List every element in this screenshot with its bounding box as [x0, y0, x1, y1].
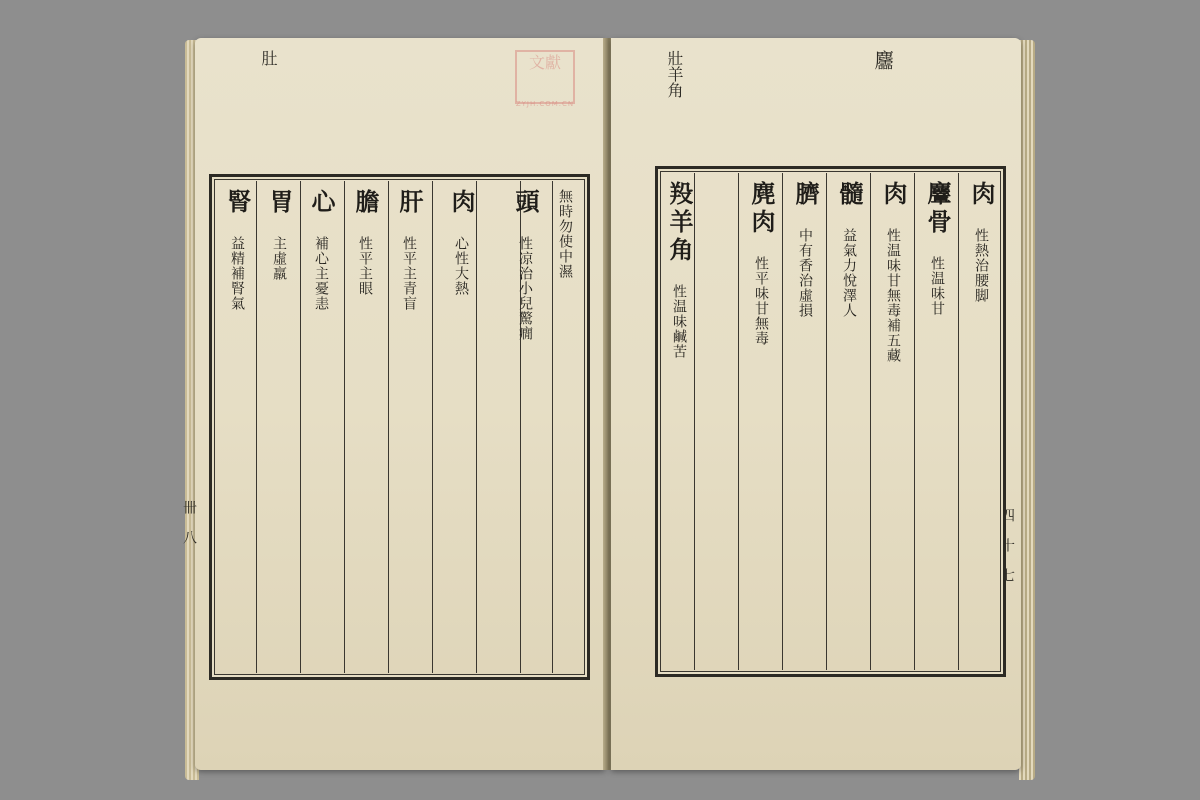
library-stamp-caption: ZYJH.COM.CN — [515, 100, 575, 108]
entry-heading: 髓 — [835, 181, 864, 209]
left-entry-4 — [392, 189, 427, 669]
entry-note: 性温味鹹苦 — [671, 284, 687, 359]
entry-note: 性温味甘無毒補五藏 — [885, 228, 901, 363]
entry-heading: 麂肉 — [747, 181, 776, 237]
entry-heading: 麞骨 — [923, 181, 952, 237]
left-fold-mark: 卌 八 — [181, 500, 197, 544]
entry-note: 性平味甘無毒 — [753, 256, 769, 346]
left-entry-1 — [508, 189, 543, 669]
entry-note: 補心主憂恚 — [313, 236, 329, 311]
left-entry-2 — [556, 189, 575, 669]
entry-heading: 肉 — [879, 181, 908, 209]
entry-heading: 肝 — [395, 189, 424, 217]
right-entry-6 — [744, 181, 779, 666]
entry-heading: 臍 — [791, 181, 820, 209]
right-entry-4 — [832, 181, 867, 666]
entry-heading: 胃 — [265, 189, 294, 217]
entry-note: 性熱治腰脚 — [973, 228, 989, 303]
right-entry-1 — [964, 181, 999, 666]
entry-heading: 頭 — [511, 189, 540, 217]
left-entry-6 — [304, 189, 339, 669]
left-text-frame — [209, 174, 590, 680]
left-entry-5 — [348, 189, 383, 669]
entry-note: 性凉治小兒驚癇 — [517, 236, 533, 341]
right-entry-2 — [920, 181, 955, 666]
entry-note: 性温味甘 — [929, 256, 945, 316]
right-page-top-label: 壯羊角 — [665, 50, 684, 98]
entry-note: 性平主青盲 — [401, 236, 417, 311]
page-number-mark: 四 十 七 — [999, 508, 1015, 582]
entry-note: 主虛羸 — [271, 236, 287, 281]
entry-note: 性平主眼 — [357, 236, 373, 296]
entry-heading: 肉 — [447, 189, 476, 217]
left-entry-3 — [444, 189, 479, 669]
right-page — [611, 38, 1021, 770]
entry-heading: 肉 — [967, 181, 996, 209]
entry-note: 無時勿使中濕 — [557, 189, 573, 279]
left-entry-8 — [220, 189, 255, 669]
entry-note: 中有香治虛損 — [797, 228, 813, 318]
entry-heading: 心 — [307, 189, 336, 217]
left-page-top-label: 肚 — [259, 50, 278, 66]
entry-heading: 膽 — [351, 189, 380, 217]
entry-heading: 腎 — [223, 189, 252, 217]
entry-note: 益氣力悅澤人 — [841, 228, 857, 318]
right-entry-3 — [876, 181, 911, 666]
entry-note: 益精補腎氣 — [229, 236, 245, 311]
right-text-frame — [655, 166, 1006, 677]
right-entry-5 — [788, 181, 823, 666]
right-page-top-label-2: 麢 — [871, 50, 895, 70]
left-entry-7 — [262, 189, 297, 669]
entry-heading: 羖羊角 — [665, 181, 694, 265]
right-entry-7 — [662, 181, 697, 666]
left-page — [195, 38, 605, 770]
entry-note: 心性大熱 — [453, 236, 469, 296]
right-page-edges — [1019, 40, 1035, 780]
library-stamp: 文獻 — [515, 50, 575, 104]
open-book — [181, 30, 1035, 778]
